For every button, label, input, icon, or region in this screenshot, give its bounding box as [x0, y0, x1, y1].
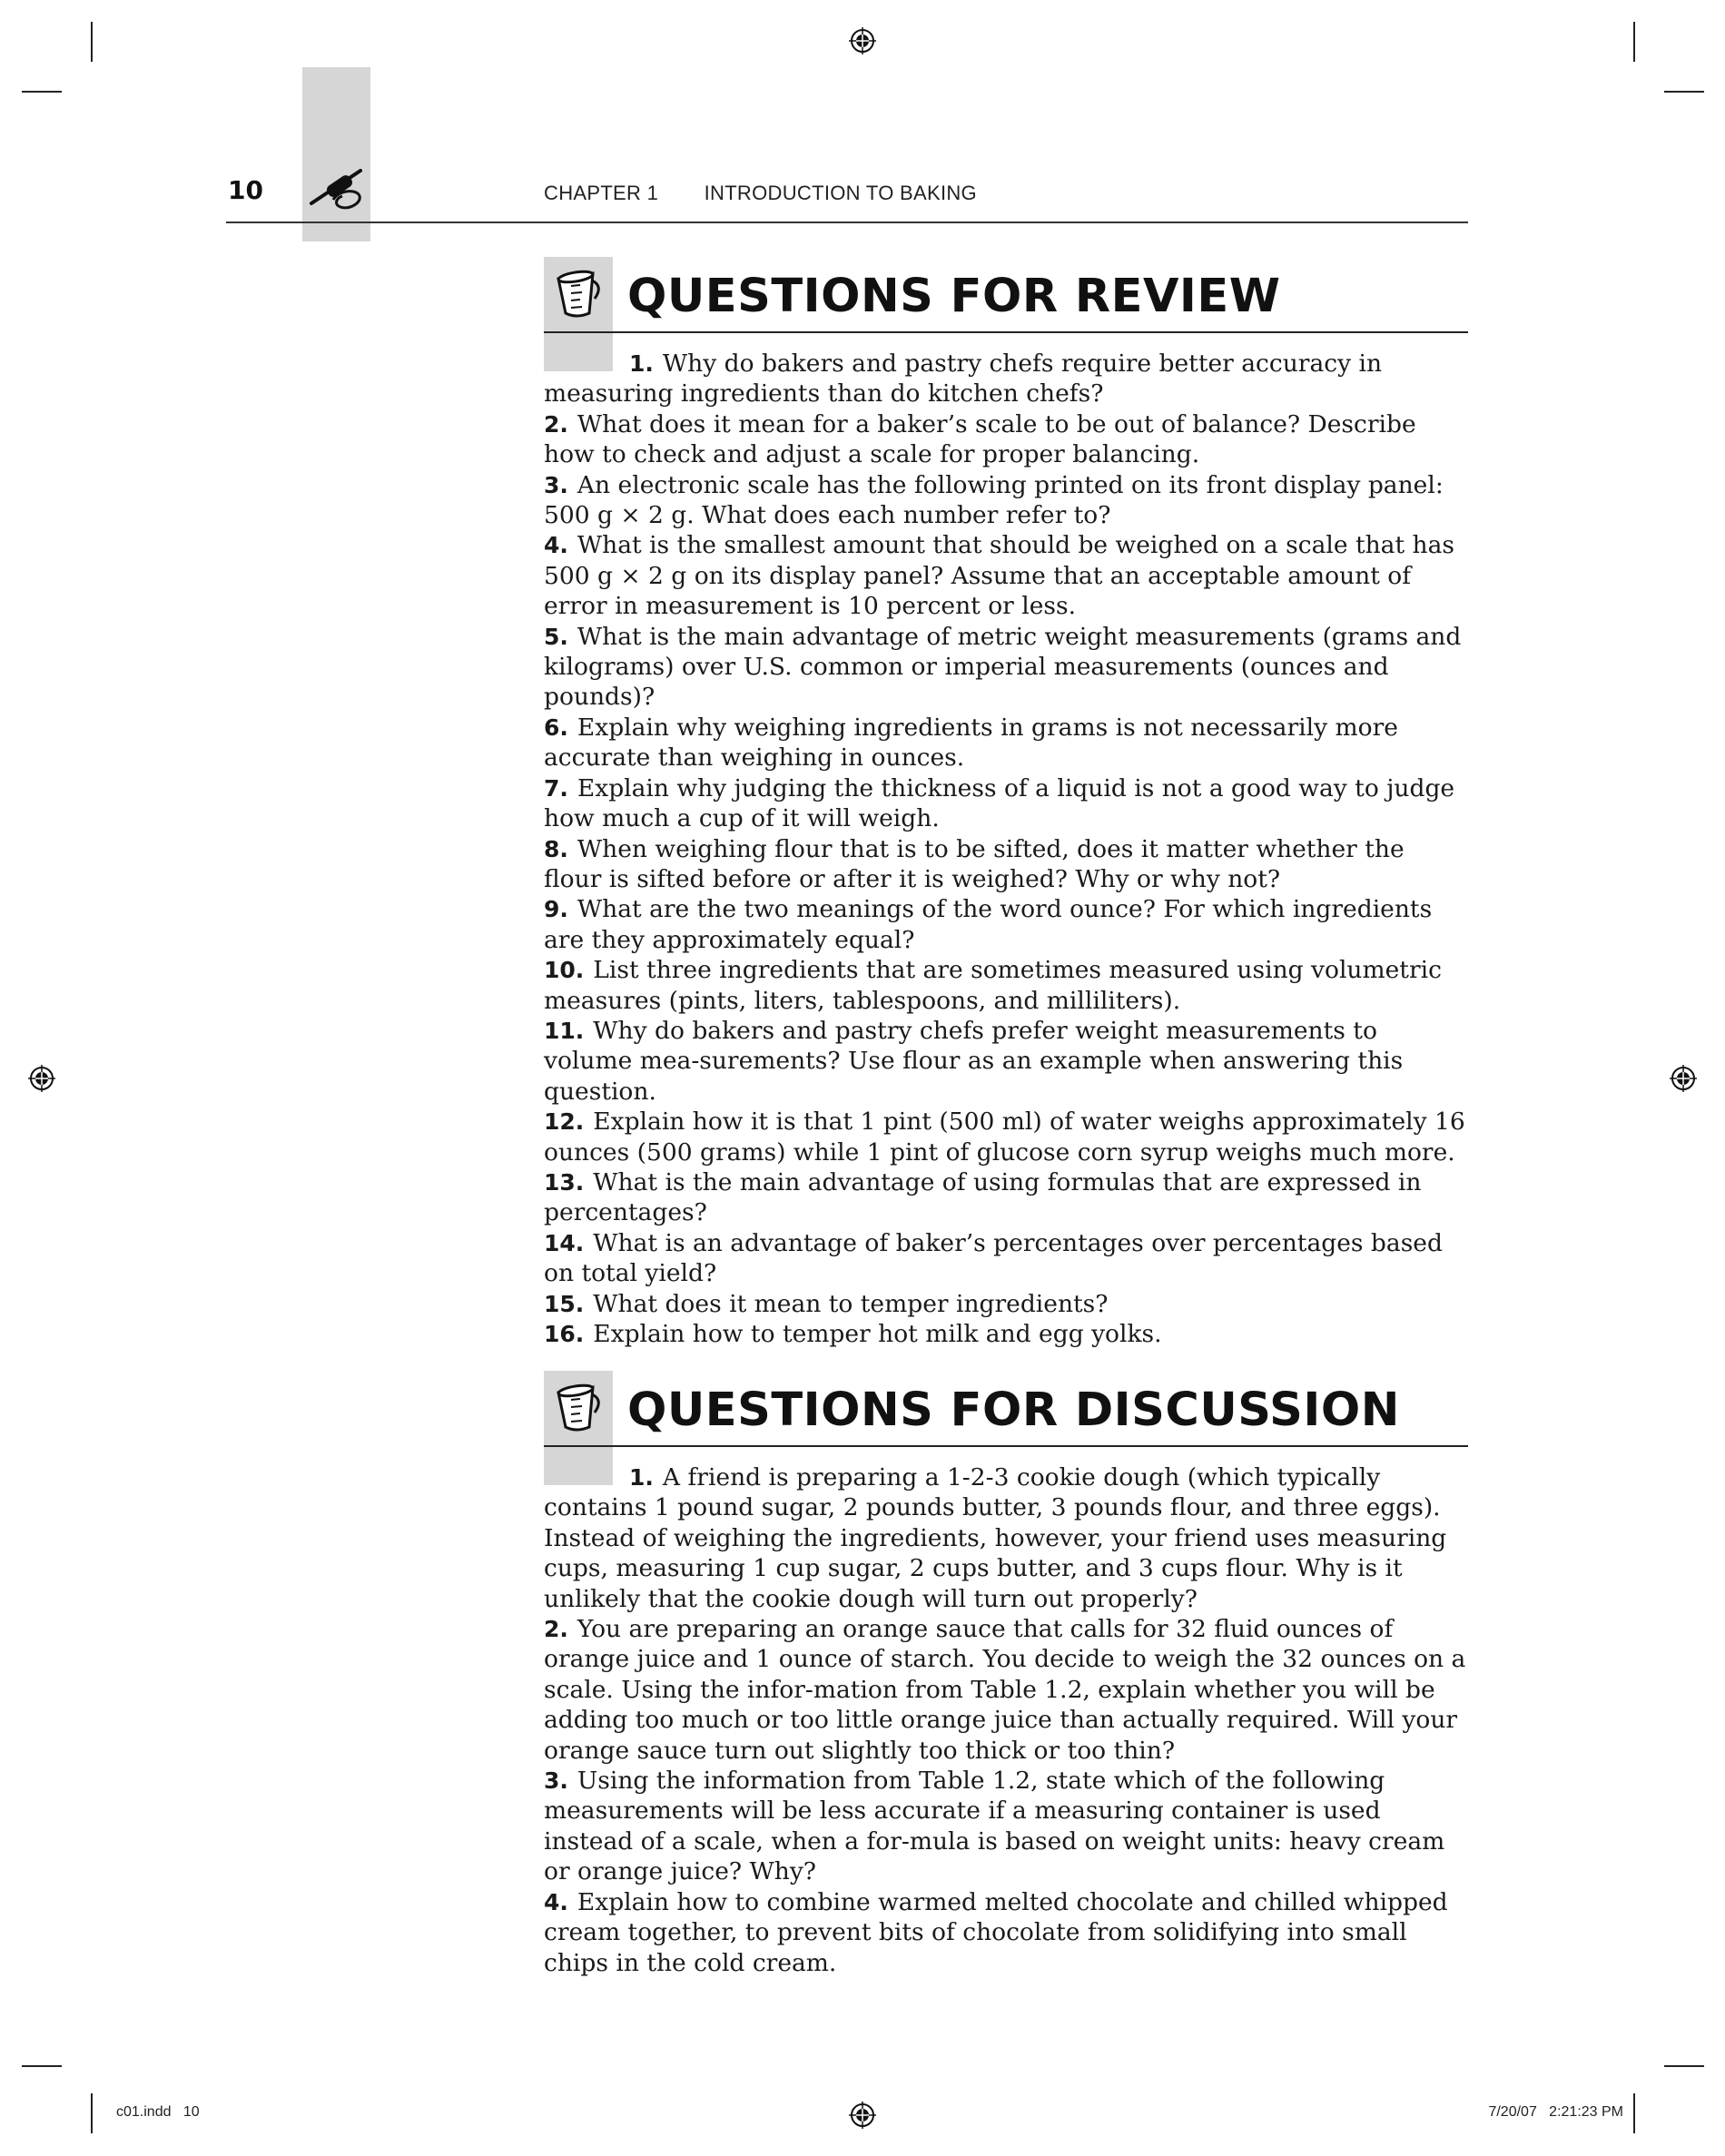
question-number: 2. [544, 1616, 568, 1643]
review-section [544, 257, 1468, 1349]
question-item [544, 1167, 1468, 1228]
question-item [544, 713, 1468, 773]
registration-mark-icon [849, 27, 876, 54]
question-number: 4. [544, 532, 568, 559]
question-number: 11. [544, 1017, 585, 1044]
slug-filename: c01.indd 10 [116, 2104, 200, 2120]
question-number: 12. [544, 1108, 585, 1136]
question-item [544, 349, 1468, 409]
crop-mark [1633, 22, 1635, 62]
question-text: What does it mean to temper ingredients? [593, 1289, 1109, 1318]
rolling-pin-icon [306, 163, 370, 214]
question-item [544, 894, 1468, 955]
question-item [544, 622, 1468, 713]
crop-mark [22, 91, 62, 93]
crop-mark [91, 2093, 93, 2133]
question-item [544, 1887, 1468, 1978]
question-number: 6. [544, 714, 568, 741]
question-text: Explain why judging the thickness of a liquid is not a good way to judge how much a cup of it will weigh. [544, 773, 1455, 833]
question-text: A friend is preparing a 1-2-3 cookie dough (which typically contains 1 pound sugar, 2 pounds butter, 3 pounds flour, and three eggs). Instead of weighing the ingredients, however, your friend uses measuring cups, measuring 1 cup sugar, 2 cups butter, and 3 cups flour. Why is it unlikely that the cookie dough will turn out properly? [544, 1463, 1447, 1613]
question-text: What is an advantage of baker’s percentages over percentages based on total yield? [544, 1228, 1443, 1288]
question-item [544, 530, 1468, 621]
question-number: 7. [544, 774, 568, 802]
question-text: What is the main advantage of using formulas that are expressed in percentages? [544, 1167, 1422, 1227]
registration-mark-icon [1670, 1065, 1697, 1092]
question-item [544, 1107, 1468, 1167]
question-number: 9. [544, 896, 568, 923]
question-text: What are the two meanings of the word ounce? For which ingredients are they approximately equal? [544, 895, 1433, 954]
question-text: Explain how to combine warmed melted chocolate and chilled whipped cream together, to prevent bits of chocolate from solidifying into small chips in the cold cream. [544, 1887, 1448, 1977]
question-text: When weighing flour that is to be sifted, does it matter whether the flour is sifted before or after it is weighed? Why or why not? [544, 834, 1405, 893]
question-item [544, 1228, 1468, 1289]
question-number: 14. [544, 1229, 585, 1256]
question-text: List three ingredients that are sometimes measured using volumetric measures (pints, liters, tablespoons, and milliliters). [544, 956, 1442, 1015]
question-number: 2. [544, 410, 568, 438]
question-number: 16. [544, 1321, 585, 1347]
crop-mark [22, 2065, 62, 2067]
question-number: 5. [544, 623, 568, 650]
header-rule [226, 222, 1468, 223]
section-title: QUESTIONS FOR DISCUSSION [627, 1383, 1400, 1437]
question-text: What does it mean for a baker’s scale to be out of balance? Describe how to check and adjust a scale for proper balancing. [544, 409, 1416, 469]
question-item [544, 1319, 1468, 1349]
question-number: 15. [544, 1290, 585, 1317]
question-text: Why do bakers and pastry chefs require better accuracy in measuring ingredients than do kitchen chefs? [544, 349, 1383, 409]
question-item [544, 1289, 1468, 1319]
question-item [544, 409, 1468, 470]
question-number: 3. [544, 471, 568, 498]
slug-timestamp: 7/20/07 2:21:23 PM [1488, 2104, 1623, 2120]
question-number: 3. [544, 1767, 568, 1795]
crop-mark [1664, 91, 1704, 93]
section-heading [544, 1371, 1468, 1447]
discussion-section [544, 1371, 1468, 1978]
section-rule [544, 1445, 1468, 1447]
question-item [544, 1614, 1468, 1766]
crop-mark [91, 22, 93, 62]
running-head [544, 182, 977, 205]
question-number: 1. [629, 350, 654, 377]
question-text: An electronic scale has the following printed on its front display panel: 500 g × 2 g. What does each number refer to? [544, 470, 1444, 530]
chapter-tab [302, 67, 370, 241]
measuring-cup-icon [549, 1380, 606, 1436]
section-rule [544, 331, 1468, 333]
section-heading [544, 257, 1468, 333]
question-item [544, 1766, 1468, 1887]
question-text: Explain why weighing ingredients in grams is not necessarily more accurate than weighing in ounces. [544, 713, 1398, 773]
question-text: Explain how it is that 1 pint (500 ml) of water weighs approximately 16 ounces (500 grams) while 1 pint of glucose corn syrup weighs much more. [544, 1108, 1465, 1167]
question-text: What is the main advantage of metric weight measurements (grams and kilograms) over U.S. common or imperial measurements (ounces and pounds)? [544, 622, 1462, 712]
review-question-list [544, 349, 1468, 1349]
question-number: 13. [544, 1168, 585, 1196]
crop-mark [1664, 2065, 1704, 2067]
question-text: You are preparing an orange sauce that calls for 32 fluid ounces of orange juice and 1 ounce of starch. You decide to weigh the 32 ounces on a scale. Using the infor-mation from Table 1.2, explain whether you will be adding too much or too little orange juice than actually required. Will your orange sauce turn out slightly too thick or too thin? [544, 1615, 1466, 1765]
question-item [544, 1462, 1468, 1614]
crop-mark [1633, 2093, 1635, 2133]
question-text: Explain how to temper hot milk and egg yolks. [593, 1320, 1162, 1348]
question-item [544, 773, 1468, 834]
question-number: 4. [544, 1888, 568, 1915]
chapter-title: INTRODUCTION TO BAKING [704, 182, 977, 204]
question-number: 1. [629, 1464, 654, 1491]
question-text: Using the information from Table 1.2, state which of the following measurements will be less accurate if a measuring container is used instead of a scale, when a for-mula is based on weight units: heavy cream or orange juice? Why? [544, 1767, 1445, 1886]
section-title: QUESTIONS FOR REVIEW [627, 270, 1281, 323]
question-item [544, 955, 1468, 1016]
question-text: What is the smallest amount that should be weighed on a scale that has 500 g × 2 g on its display panel? Assume that an acceptable amount of error in measurement is 10 percent or less. [544, 531, 1455, 621]
question-item [544, 1016, 1468, 1107]
measuring-cup-icon [549, 266, 606, 322]
page-number: 10 [228, 175, 263, 205]
question-item [544, 470, 1468, 531]
registration-mark-icon [28, 1065, 55, 1092]
question-text: Why do bakers and pastry chefs prefer weight measurements to volume mea-surements? Use flour as an example when answering this question. [544, 1016, 1404, 1106]
question-number: 8. [544, 835, 568, 862]
registration-mark-icon [849, 2102, 876, 2129]
chapter-label: CHAPTER 1 [544, 182, 659, 204]
question-number: 10. [544, 957, 585, 984]
question-item [544, 834, 1468, 895]
discussion-question-list [544, 1462, 1468, 1978]
